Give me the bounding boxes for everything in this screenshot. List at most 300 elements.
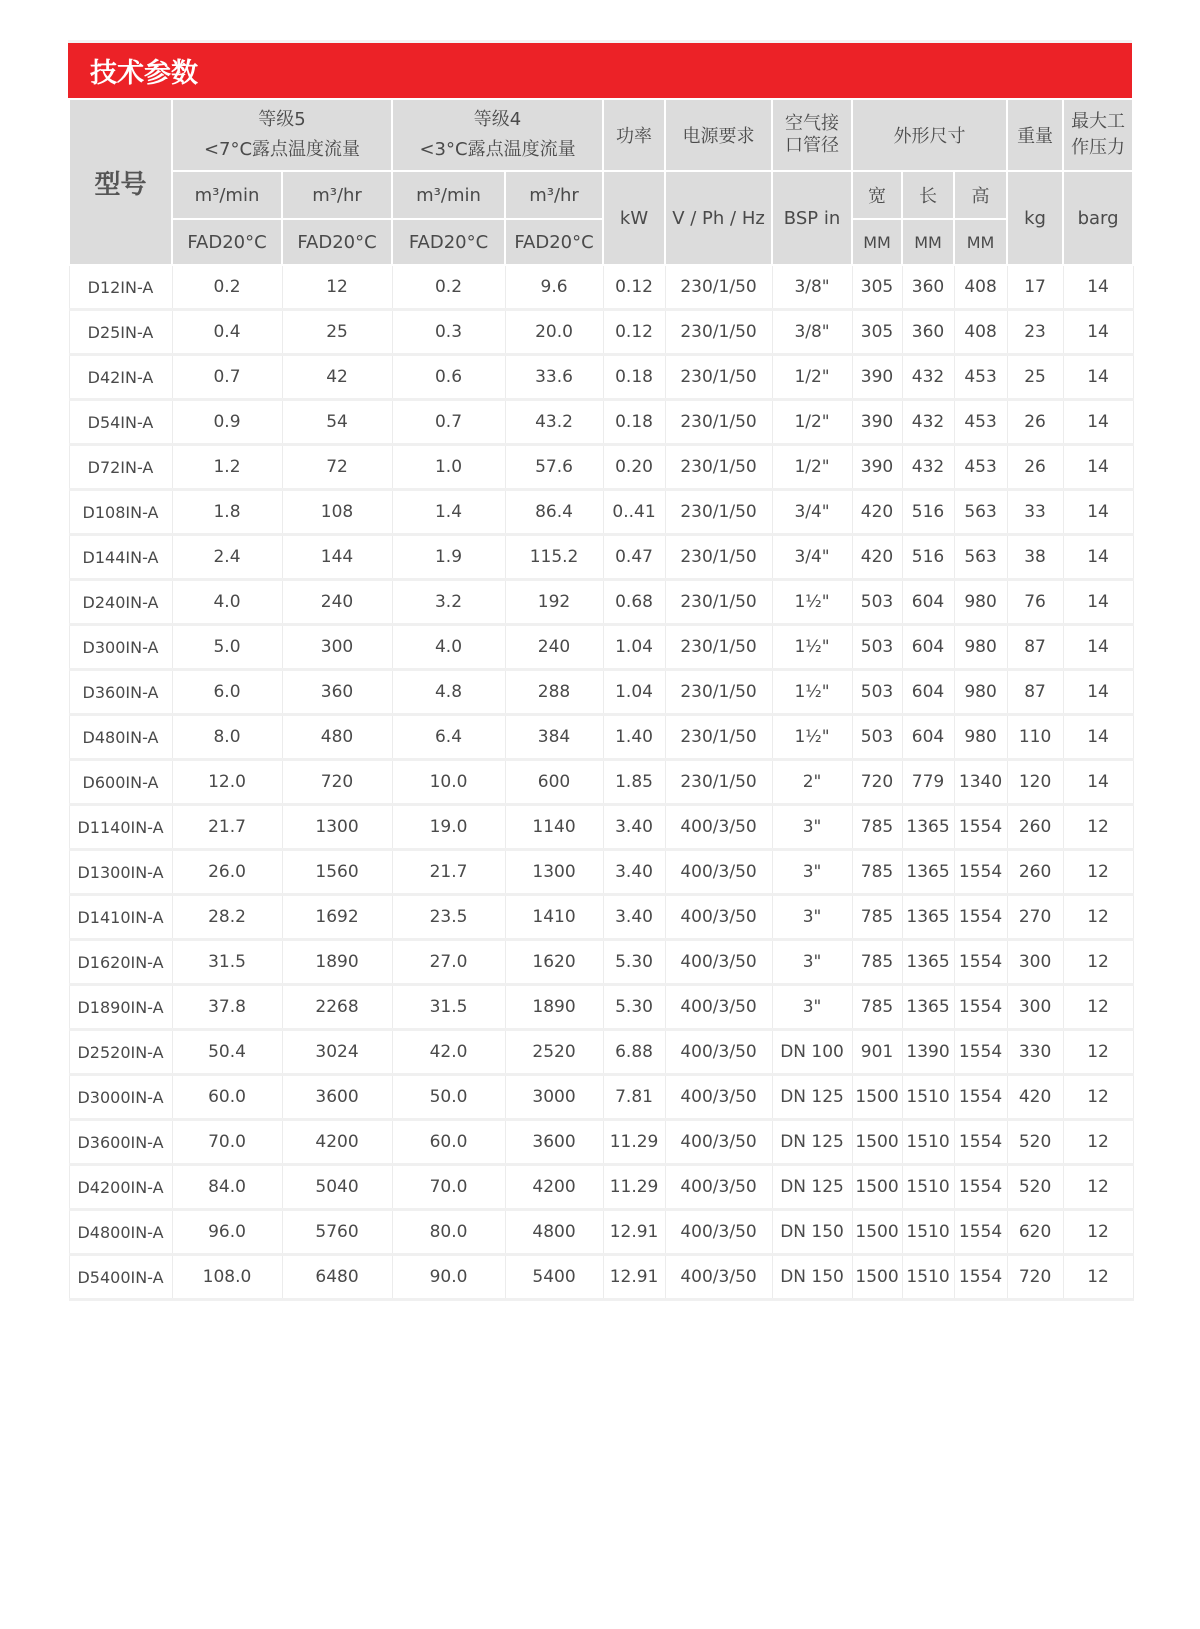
cell-bsp-size: 3" [772, 805, 852, 850]
table-row [69, 625, 1133, 670]
cell-height-mm: 980 [954, 580, 1007, 625]
cell-width-mm: 1500 [852, 1165, 902, 1210]
cell-model: D1620IN-A [69, 940, 172, 985]
cell-model: D1890IN-A [69, 985, 172, 1030]
cell-power-supply: 400/3/50 [665, 895, 772, 940]
cell-power-kw: 0.12 [603, 310, 665, 355]
table-row [69, 1165, 1133, 1210]
header-model: 型号 [69, 99, 172, 265]
cell-grade4-m3min: 31.5 [392, 985, 505, 1030]
cell-length-mm: 432 [902, 355, 954, 400]
cell-height-mm: 1554 [954, 850, 1007, 895]
cell-grade5-m3min: 108.0 [172, 1255, 282, 1300]
cell-weight-kg: 25 [1007, 355, 1063, 400]
cell-weight-kg: 420 [1007, 1075, 1063, 1120]
cell-length-mm: 604 [902, 625, 954, 670]
cell-power-kw: 3.40 [603, 895, 665, 940]
cell-grade5-m3min: 50.4 [172, 1030, 282, 1075]
cell-grade5-m3hr: 5760 [282, 1210, 392, 1255]
cell-power-kw: 5.30 [603, 985, 665, 1030]
cell-power-kw: 12.91 [603, 1255, 665, 1300]
cell-power-supply: 400/3/50 [665, 1120, 772, 1165]
cell-width-mm: 420 [852, 490, 902, 535]
header-m3hr-grade4: m³/hr [505, 171, 603, 219]
cell-height-mm: 1554 [954, 985, 1007, 1030]
cell-weight-kg: 23 [1007, 310, 1063, 355]
cell-grade4-m3hr: 115.2 [505, 535, 603, 580]
cell-height-mm: 980 [954, 670, 1007, 715]
cell-power-kw: 0.20 [603, 445, 665, 490]
cell-width-mm: 503 [852, 715, 902, 760]
cell-height-mm: 1554 [954, 940, 1007, 985]
cell-power-kw: 1.85 [603, 760, 665, 805]
cell-grade4-m3hr: 4200 [505, 1165, 603, 1210]
cell-model: D600IN-A [69, 760, 172, 805]
cell-grade5-m3hr: 42 [282, 355, 392, 400]
cell-bsp-size: 1/2" [772, 355, 852, 400]
cell-power-supply: 400/3/50 [665, 1030, 772, 1075]
cell-grade5-m3min: 26.0 [172, 850, 282, 895]
cell-weight-kg: 17 [1007, 265, 1063, 310]
cell-height-mm: 408 [954, 265, 1007, 310]
cell-length-mm: 516 [902, 490, 954, 535]
cell-height-mm: 453 [954, 400, 1007, 445]
cell-width-mm: 1500 [852, 1120, 902, 1165]
header-m3min-grade5: m³/min [172, 171, 282, 219]
table-body [69, 265, 1133, 1300]
cell-power-kw: 7.81 [603, 1075, 665, 1120]
cell-model: D42IN-A [69, 355, 172, 400]
cell-length-mm: 1510 [902, 1075, 954, 1120]
cell-length-mm: 604 [902, 670, 954, 715]
table-row [69, 1255, 1133, 1300]
cell-grade4-m3min: 42.0 [392, 1030, 505, 1075]
cell-length-mm: 1510 [902, 1120, 954, 1165]
cell-power-supply: 230/1/50 [665, 445, 772, 490]
cell-height-mm: 1554 [954, 1255, 1007, 1300]
cell-weight-kg: 87 [1007, 670, 1063, 715]
cell-grade4-m3min: 0.3 [392, 310, 505, 355]
cell-height-mm: 453 [954, 355, 1007, 400]
cell-grade5-m3min: 6.0 [172, 670, 282, 715]
cell-height-mm: 1340 [954, 760, 1007, 805]
cell-grade4-m3min: 6.4 [392, 715, 505, 760]
cell-weight-kg: 520 [1007, 1120, 1063, 1165]
cell-model: D1140IN-A [69, 805, 172, 850]
cell-grade5-m3min: 1.2 [172, 445, 282, 490]
cell-max-pressure-barg: 12 [1063, 940, 1133, 985]
cell-grade4-m3hr: 86.4 [505, 490, 603, 535]
cell-grade5-m3min: 31.5 [172, 940, 282, 985]
header-max-pressure [1063, 99, 1133, 171]
cell-grade4-m3hr: 240 [505, 625, 603, 670]
cell-model: D3000IN-A [69, 1075, 172, 1120]
cell-model: D3600IN-A [69, 1120, 172, 1165]
table-row [69, 1210, 1133, 1255]
cell-grade5-m3hr: 12 [282, 265, 392, 310]
cell-bsp-size: 1½" [772, 670, 852, 715]
cell-width-mm: 390 [852, 355, 902, 400]
cell-width-mm: 1500 [852, 1255, 902, 1300]
cell-power-supply: 400/3/50 [665, 1075, 772, 1120]
cell-max-pressure-barg: 14 [1063, 265, 1133, 310]
cell-max-pressure-barg: 14 [1063, 535, 1133, 580]
cell-bsp-size: DN 150 [772, 1255, 852, 1300]
cell-width-mm: 503 [852, 670, 902, 715]
cell-bsp-size: 1½" [772, 580, 852, 625]
cell-grade5-m3min: 2.4 [172, 535, 282, 580]
cell-bsp-size: DN 150 [772, 1210, 852, 1255]
cell-width-mm: 503 [852, 625, 902, 670]
cell-weight-kg: 26 [1007, 445, 1063, 490]
cell-length-mm: 1365 [902, 940, 954, 985]
table-row [69, 580, 1133, 625]
header-grade4-title: 等级4 [473, 109, 522, 130]
cell-power-supply: 230/1/50 [665, 265, 772, 310]
cell-width-mm: 901 [852, 1030, 902, 1075]
cell-weight-kg: 330 [1007, 1030, 1063, 1075]
cell-length-mm: 1390 [902, 1030, 954, 1075]
cell-grade4-m3min: 27.0 [392, 940, 505, 985]
cell-height-mm: 453 [954, 445, 1007, 490]
cell-grade5-m3hr: 25 [282, 310, 392, 355]
cell-grade4-m3min: 19.0 [392, 805, 505, 850]
cell-model: D4800IN-A [69, 1210, 172, 1255]
cell-grade5-m3min: 5.0 [172, 625, 282, 670]
header-kg: kg [1007, 171, 1063, 265]
cell-weight-kg: 110 [1007, 715, 1063, 760]
cell-bsp-size: 1/2" [772, 445, 852, 490]
cell-max-pressure-barg: 14 [1063, 625, 1133, 670]
header-vphhz: V / Ph / Hz [665, 171, 772, 265]
cell-power-kw: 0.18 [603, 400, 665, 445]
table-header [69, 99, 1133, 265]
cell-grade4-m3min: 4.8 [392, 670, 505, 715]
cell-max-pressure-barg: 12 [1063, 1165, 1133, 1210]
cell-weight-kg: 260 [1007, 805, 1063, 850]
cell-power-supply: 400/3/50 [665, 805, 772, 850]
cell-bsp-size: 3" [772, 940, 852, 985]
cell-max-pressure-barg: 14 [1063, 400, 1133, 445]
cell-length-mm: 1510 [902, 1210, 954, 1255]
spec-document [68, 40, 1132, 1301]
cell-grade4-m3hr: 600 [505, 760, 603, 805]
table-row [69, 985, 1133, 1030]
cell-grade4-m3min: 23.5 [392, 895, 505, 940]
cell-grade5-m3hr: 1300 [282, 805, 392, 850]
table-row [69, 1075, 1133, 1120]
cell-grade4-m3hr: 1140 [505, 805, 603, 850]
cell-grade4-m3hr: 2520 [505, 1030, 603, 1075]
cell-bsp-size: 1/2" [772, 400, 852, 445]
cell-grade4-m3hr: 33.6 [505, 355, 603, 400]
cell-power-supply: 230/1/50 [665, 715, 772, 760]
cell-grade4-m3hr: 288 [505, 670, 603, 715]
table-row [69, 715, 1133, 760]
cell-weight-kg: 300 [1007, 940, 1063, 985]
header-bsp: BSP in [772, 171, 852, 265]
cell-grade4-m3min: 3.2 [392, 580, 505, 625]
header-dimensions: 外形尺寸 [852, 99, 1007, 171]
cell-power-supply: 400/3/50 [665, 850, 772, 895]
cell-power-supply: 230/1/50 [665, 310, 772, 355]
cell-model: D54IN-A [69, 400, 172, 445]
table-row [69, 400, 1133, 445]
cell-grade5-m3hr: 108 [282, 490, 392, 535]
cell-max-pressure-barg: 12 [1063, 985, 1133, 1030]
header-grade5-subtitle: <7°C露点温度流量 [203, 139, 361, 160]
cell-width-mm: 785 [852, 895, 902, 940]
table-row [69, 670, 1133, 715]
header-fad-2: FAD20°C [282, 219, 392, 265]
cell-grade4-m3hr: 384 [505, 715, 603, 760]
cell-grade5-m3hr: 720 [282, 760, 392, 805]
table-row [69, 895, 1133, 940]
cell-max-pressure-barg: 14 [1063, 445, 1133, 490]
cell-length-mm: 432 [902, 400, 954, 445]
cell-power-kw: 1.40 [603, 715, 665, 760]
cell-grade5-m3hr: 54 [282, 400, 392, 445]
cell-weight-kg: 38 [1007, 535, 1063, 580]
cell-model: D1300IN-A [69, 850, 172, 895]
cell-model: D1410IN-A [69, 895, 172, 940]
cell-grade4-m3hr: 4800 [505, 1210, 603, 1255]
cell-height-mm: 1554 [954, 1075, 1007, 1120]
table-row [69, 490, 1133, 535]
cell-grade5-m3hr: 300 [282, 625, 392, 670]
header-grade4 [392, 99, 603, 171]
cell-max-pressure-barg: 14 [1063, 760, 1133, 805]
cell-grade4-m3min: 0.2 [392, 265, 505, 310]
cell-power-supply: 400/3/50 [665, 985, 772, 1030]
cell-height-mm: 1554 [954, 1120, 1007, 1165]
header-height: 高 [954, 171, 1007, 219]
cell-grade5-m3min: 96.0 [172, 1210, 282, 1255]
header-air-connection-l1: 空气接 [785, 113, 840, 134]
cell-height-mm: 1554 [954, 805, 1007, 850]
header-grade4-subtitle: <3°C露点温度流量 [419, 139, 576, 160]
cell-power-kw: 3.40 [603, 850, 665, 895]
cell-grade5-m3min: 0.7 [172, 355, 282, 400]
table-row [69, 1120, 1133, 1165]
cell-grade4-m3hr: 57.6 [505, 445, 603, 490]
cell-length-mm: 1510 [902, 1255, 954, 1300]
cell-model: D300IN-A [69, 625, 172, 670]
cell-power-supply: 230/1/50 [665, 355, 772, 400]
cell-power-kw: 1.04 [603, 625, 665, 670]
cell-power-supply: 230/1/50 [665, 535, 772, 580]
cell-bsp-size: 3/4" [772, 490, 852, 535]
header-kw: kW [603, 171, 665, 265]
cell-length-mm: 779 [902, 760, 954, 805]
cell-power-kw: 0.47 [603, 535, 665, 580]
cell-bsp-size: DN 100 [772, 1030, 852, 1075]
cell-bsp-size: DN 125 [772, 1165, 852, 1210]
cell-power-supply: 230/1/50 [665, 670, 772, 715]
cell-weight-kg: 270 [1007, 895, 1063, 940]
cell-model: D25IN-A [69, 310, 172, 355]
cell-grade4-m3min: 0.6 [392, 355, 505, 400]
cell-bsp-size: 1½" [772, 625, 852, 670]
header-max-pressure-l1: 最大工 [1071, 111, 1126, 132]
cell-power-kw: 0.68 [603, 580, 665, 625]
cell-grade4-m3min: 1.0 [392, 445, 505, 490]
header-m3min-grade4: m³/min [392, 171, 505, 219]
cell-max-pressure-barg: 12 [1063, 805, 1133, 850]
cell-weight-kg: 260 [1007, 850, 1063, 895]
cell-power-kw: 0..41 [603, 490, 665, 535]
cell-grade4-m3hr: 3000 [505, 1075, 603, 1120]
table-row [69, 310, 1133, 355]
cell-grade4-m3min: 50.0 [392, 1075, 505, 1120]
cell-model: D240IN-A [69, 580, 172, 625]
cell-bsp-size: 1½" [772, 715, 852, 760]
cell-grade5-m3min: 0.9 [172, 400, 282, 445]
cell-grade4-m3min: 4.0 [392, 625, 505, 670]
cell-max-pressure-barg: 14 [1063, 580, 1133, 625]
cell-power-kw: 6.88 [603, 1030, 665, 1075]
cell-max-pressure-barg: 12 [1063, 850, 1133, 895]
cell-grade5-m3min: 0.2 [172, 265, 282, 310]
cell-power-supply: 230/1/50 [665, 760, 772, 805]
cell-grade5-m3hr: 2268 [282, 985, 392, 1030]
cell-power-kw: 11.29 [603, 1165, 665, 1210]
cell-power-supply: 230/1/50 [665, 625, 772, 670]
cell-bsp-size: 3/8" [772, 310, 852, 355]
header-air-connection [772, 99, 852, 171]
cell-width-mm: 1500 [852, 1075, 902, 1120]
header-m3hr-grade5: m³/hr [282, 171, 392, 219]
cell-grade5-m3hr: 480 [282, 715, 392, 760]
cell-grade5-m3hr: 72 [282, 445, 392, 490]
cell-width-mm: 305 [852, 310, 902, 355]
cell-bsp-size: DN 125 [772, 1075, 852, 1120]
cell-power-kw: 0.12 [603, 265, 665, 310]
cell-max-pressure-barg: 12 [1063, 1030, 1133, 1075]
cell-model: D72IN-A [69, 445, 172, 490]
cell-width-mm: 785 [852, 985, 902, 1030]
cell-grade5-m3hr: 144 [282, 535, 392, 580]
table-row [69, 535, 1133, 580]
header-air-connection-l2: 口管径 [785, 135, 840, 156]
cell-grade4-m3min: 21.7 [392, 850, 505, 895]
cell-weight-kg: 76 [1007, 580, 1063, 625]
cell-grade5-m3hr: 360 [282, 670, 392, 715]
cell-grade4-m3min: 10.0 [392, 760, 505, 805]
cell-grade5-m3hr: 1692 [282, 895, 392, 940]
cell-grade5-m3hr: 4200 [282, 1120, 392, 1165]
cell-max-pressure-barg: 12 [1063, 1210, 1133, 1255]
cell-grade5-m3min: 60.0 [172, 1075, 282, 1120]
cell-power-kw: 12.91 [603, 1210, 665, 1255]
section-title: 技术参数 [68, 40, 1132, 98]
cell-weight-kg: 33 [1007, 490, 1063, 535]
cell-weight-kg: 120 [1007, 760, 1063, 805]
cell-grade5-m3min: 8.0 [172, 715, 282, 760]
cell-length-mm: 360 [902, 310, 954, 355]
cell-height-mm: 980 [954, 715, 1007, 760]
cell-grade4-m3hr: 43.2 [505, 400, 603, 445]
cell-grade4-m3hr: 20.0 [505, 310, 603, 355]
cell-width-mm: 785 [852, 940, 902, 985]
header-mm-width: MM [852, 219, 902, 265]
cell-grade4-m3hr: 1300 [505, 850, 603, 895]
cell-weight-kg: 720 [1007, 1255, 1063, 1300]
cell-width-mm: 785 [852, 805, 902, 850]
cell-width-mm: 720 [852, 760, 902, 805]
cell-grade5-m3hr: 3600 [282, 1075, 392, 1120]
header-width: 宽 [852, 171, 902, 219]
table-row [69, 355, 1133, 400]
cell-grade5-m3min: 28.2 [172, 895, 282, 940]
cell-max-pressure-barg: 12 [1063, 1120, 1133, 1165]
cell-model: D144IN-A [69, 535, 172, 580]
cell-length-mm: 1510 [902, 1165, 954, 1210]
cell-grade5-m3min: 21.7 [172, 805, 282, 850]
cell-width-mm: 390 [852, 445, 902, 490]
cell-grade5-m3min: 4.0 [172, 580, 282, 625]
cell-power-supply: 400/3/50 [665, 1255, 772, 1300]
table-row [69, 265, 1133, 310]
cell-width-mm: 1500 [852, 1210, 902, 1255]
cell-max-pressure-barg: 12 [1063, 895, 1133, 940]
cell-height-mm: 408 [954, 310, 1007, 355]
cell-power-supply: 230/1/50 [665, 400, 772, 445]
cell-power-supply: 400/3/50 [665, 1210, 772, 1255]
cell-max-pressure-barg: 14 [1063, 355, 1133, 400]
cell-max-pressure-barg: 14 [1063, 310, 1133, 355]
cell-model: D108IN-A [69, 490, 172, 535]
cell-grade5-m3min: 1.8 [172, 490, 282, 535]
cell-height-mm: 1554 [954, 1165, 1007, 1210]
header-mm-length: MM [902, 219, 954, 265]
cell-power-kw: 11.29 [603, 1120, 665, 1165]
cell-model: D4200IN-A [69, 1165, 172, 1210]
cell-bsp-size: 3/4" [772, 535, 852, 580]
table-row [69, 760, 1133, 805]
cell-model: D5400IN-A [69, 1255, 172, 1300]
cell-weight-kg: 620 [1007, 1210, 1063, 1255]
header-barg: barg [1063, 171, 1133, 265]
cell-width-mm: 420 [852, 535, 902, 580]
header-weight: 重量 [1007, 99, 1063, 171]
header-power: 功率 [603, 99, 665, 171]
cell-grade5-m3min: 0.4 [172, 310, 282, 355]
cell-length-mm: 1365 [902, 805, 954, 850]
cell-grade4-m3min: 90.0 [392, 1255, 505, 1300]
cell-grade4-m3min: 1.9 [392, 535, 505, 580]
cell-grade5-m3hr: 3024 [282, 1030, 392, 1075]
cell-power-supply: 230/1/50 [665, 580, 772, 625]
cell-grade4-m3hr: 9.6 [505, 265, 603, 310]
cell-grade5-m3hr: 1560 [282, 850, 392, 895]
cell-length-mm: 1365 [902, 850, 954, 895]
cell-width-mm: 785 [852, 850, 902, 895]
cell-max-pressure-barg: 12 [1063, 1255, 1133, 1300]
cell-weight-kg: 300 [1007, 985, 1063, 1030]
cell-grade5-m3min: 84.0 [172, 1165, 282, 1210]
cell-length-mm: 1365 [902, 895, 954, 940]
cell-bsp-size: 3" [772, 850, 852, 895]
header-max-pressure-l2: 作压力 [1071, 137, 1126, 158]
cell-bsp-size: 3" [772, 985, 852, 1030]
table-row [69, 445, 1133, 490]
header-fad-3: FAD20°C [392, 219, 505, 265]
cell-grade4-m3min: 70.0 [392, 1165, 505, 1210]
header-grade5 [172, 99, 392, 171]
cell-bsp-size: 3/8" [772, 265, 852, 310]
cell-max-pressure-barg: 14 [1063, 490, 1133, 535]
